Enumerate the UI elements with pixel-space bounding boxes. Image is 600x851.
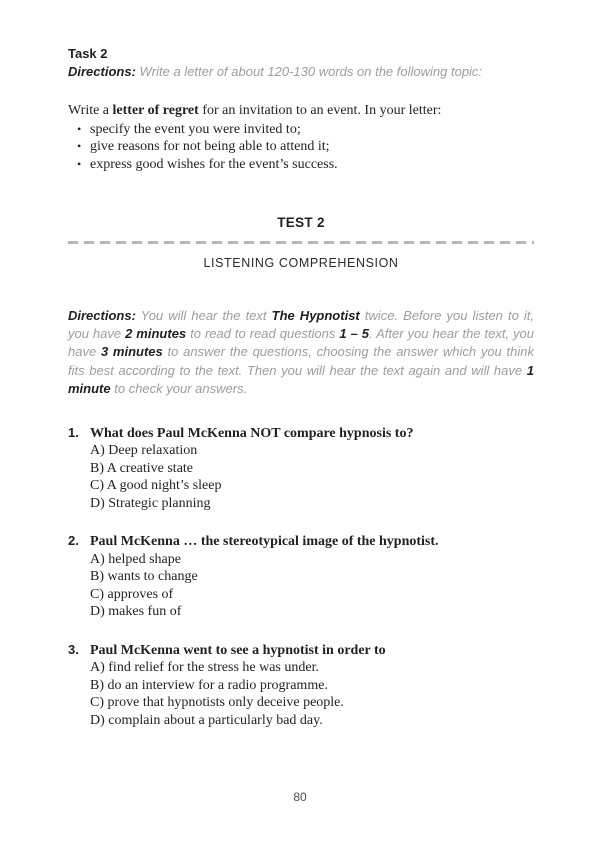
answer-option: B) do an interview for a radio programme. xyxy=(90,677,328,693)
question-text: Paul McKenna … the stereotypical image of the hypnotist. xyxy=(90,534,439,550)
page-content xyxy=(68,0,534,749)
task2-directions-label: Directions: xyxy=(68,64,136,79)
directions-segment-bold: The Hypnotist xyxy=(271,307,360,323)
question-number: 2. xyxy=(68,533,79,549)
section-title: LISTENING COMPREHENSION xyxy=(203,255,399,270)
answer-option: B) wants to change xyxy=(90,569,198,585)
answer-option: D) makes fun of xyxy=(90,604,182,620)
answer-option: A) Deep relaxation xyxy=(90,443,198,459)
task2-bullet-list xyxy=(68,121,534,174)
directions-segment: to check your answers. xyxy=(110,380,248,396)
prompt-bold: letter of regret xyxy=(112,103,199,118)
question-head xyxy=(68,641,534,660)
question-head xyxy=(68,532,534,551)
task2-title: Task 2 xyxy=(68,46,108,61)
question-number: 3. xyxy=(68,641,79,657)
question-text: What does Paul McKenna NOT compare hypnosis to? xyxy=(90,425,414,441)
bullet-icon: • xyxy=(77,121,82,136)
task2-directions-text: Write a letter of about 120-130 words on the following topic: xyxy=(135,64,483,79)
page-number: 80 xyxy=(293,790,307,804)
bullet-text: express good wishes for the event’s success. xyxy=(90,157,338,173)
directions-segment: You will hear the text xyxy=(135,307,272,323)
prompt-prefix: Write a xyxy=(68,103,113,118)
question xyxy=(68,424,534,513)
answer-option: C) A good night’s sleep xyxy=(90,478,222,494)
bullet-text: give reasons for not being able to attend it; xyxy=(90,139,330,155)
answer-option: D) Strategic planning xyxy=(90,495,211,511)
answer-option: B) A creative state xyxy=(90,460,194,476)
bullet-item xyxy=(68,138,534,156)
directions-segment: to answer the questions, choosing the answer which you think fits best according to the text. Then you will hear the text again and will have xyxy=(68,344,534,378)
bullet-icon: • xyxy=(77,157,82,172)
answer-option: C) prove that hypnotists only deceive people. xyxy=(90,695,344,711)
directions-segment-bold: 1 minute xyxy=(68,362,534,396)
answer-option: A) helped shape xyxy=(90,551,181,567)
directions-segment: . After you hear the text, you have xyxy=(68,326,535,360)
bullet-icon: • xyxy=(77,139,82,154)
answer-option: D) complain about a particularly bad day. xyxy=(90,712,323,728)
directions-segment: to read to read questions xyxy=(186,326,340,342)
test2-directions-label: Directions: xyxy=(68,307,136,323)
dashed-divider xyxy=(68,241,534,244)
directions-segment-bold: 3 minutes xyxy=(100,344,163,360)
question xyxy=(68,532,534,621)
directions-segment: twice. Before you listen to it, you have xyxy=(68,307,534,342)
question-list xyxy=(68,424,534,730)
prompt-suffix: for an invitation to an event. In your letter: xyxy=(198,103,442,118)
question-head xyxy=(68,424,534,443)
directions-segment-bold: 1 – 5 xyxy=(339,326,370,342)
task2-prompt xyxy=(68,102,534,120)
directions-segment-bold: 2 minutes xyxy=(125,326,187,342)
question-text: Paul McKenna went to see a hypnotist in order to xyxy=(90,642,386,658)
test2-title: TEST 2 xyxy=(277,214,325,230)
answer-option: A) find relief for the stress he was under. xyxy=(90,660,319,676)
option-list xyxy=(68,659,534,729)
task2-directions xyxy=(68,64,534,80)
question-number: 1. xyxy=(68,424,79,440)
answer-option: C) approves of xyxy=(90,586,174,602)
test2-directions xyxy=(68,307,534,398)
option-list xyxy=(68,442,534,512)
bullet-item xyxy=(68,156,534,174)
bullet-item xyxy=(68,121,534,139)
option-list xyxy=(68,551,534,621)
question xyxy=(68,641,534,730)
bullet-text: specify the event you were invited to; xyxy=(90,121,301,137)
